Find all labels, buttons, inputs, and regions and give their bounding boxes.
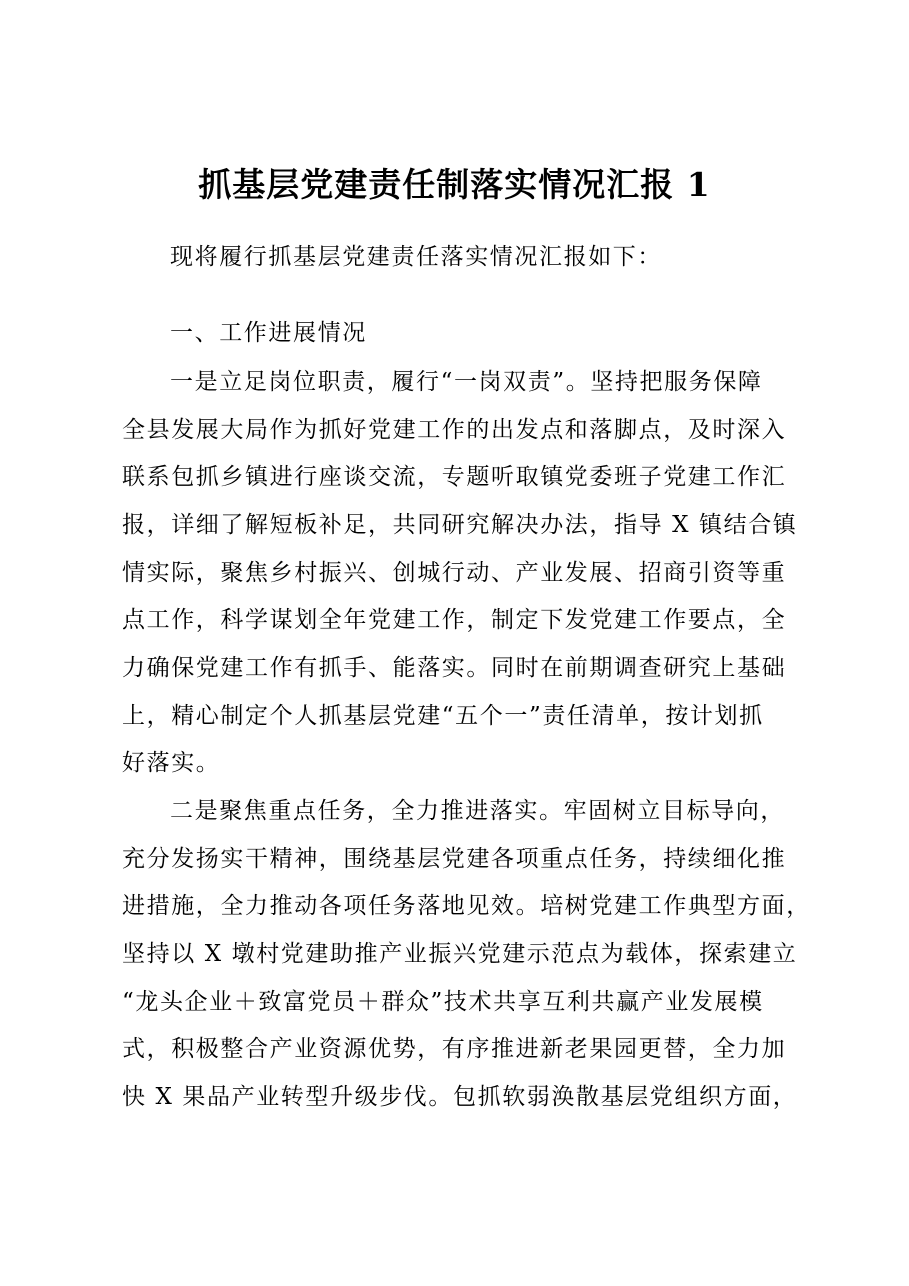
paragraph-line: 上，精心制定个人抓基层党建“五个一”责任清单，按计划抓 — [122, 703, 764, 729]
paragraph-line: 好落实。 — [122, 750, 221, 776]
paragraph-line: 进措施，全力推动各项任务落地见效。培树党建工作典型方面， — [122, 893, 811, 919]
paragraph-line: 一是立足岗位职责，履行“一岗双责”。坚持把服务保障 — [170, 369, 763, 395]
paragraph-line: 坚持以 X 墩村党建助推产业振兴党建示范点为载体，探索建立 — [122, 941, 798, 967]
paragraph-line: 全县发展大局作为抓好党建工作的出发点和落脚点，及时深入 — [122, 417, 787, 443]
paragraph-line: “龙头企业＋致富党员＋群众”技术共享互利共赢产业发展模 — [122, 989, 764, 1015]
paragraph-line: 情实际，聚焦乡村振兴、创城行动、产业发展、招商引资等重 — [122, 560, 787, 586]
paragraph-line: 式，积极整合产业资源优势，有序推进新老果园更替，全力加 — [122, 1036, 787, 1062]
paragraph-line: 充分发扬实干精神，围绕基层党建各项重点任务，持续细化推 — [122, 846, 787, 872]
paragraph-line: 报，详细了解短板补足，共同研究解决办法，指导 X 镇结合镇 — [122, 512, 798, 538]
section-heading: 一、工作进展情况 — [170, 320, 367, 346]
paragraph-line: 联系包抓乡镇进行座谈交流，专题听取镇党委班子党建工作汇 — [122, 464, 787, 490]
document-title: 抓基层党建责任制落实情况汇报 1 — [198, 165, 711, 204]
paragraph-intro: 现将履行抓基层党建责任落实情况汇报如下： — [170, 244, 662, 270]
paragraph-line: 快 X 果品产业转型升级步伐。包抓软弱涣散基层党组织方面， — [122, 1084, 798, 1110]
paragraph-line: 点工作，科学谋划全年党建工作，制定下发党建工作要点，全 — [122, 607, 787, 633]
paragraph-line: 力确保党建工作有抓手、能落实。同时在前期调查研究上基础 — [122, 655, 787, 681]
paragraph-line: 二是聚焦重点任务，全力推进落实。牢固树立目标导向， — [170, 798, 785, 824]
